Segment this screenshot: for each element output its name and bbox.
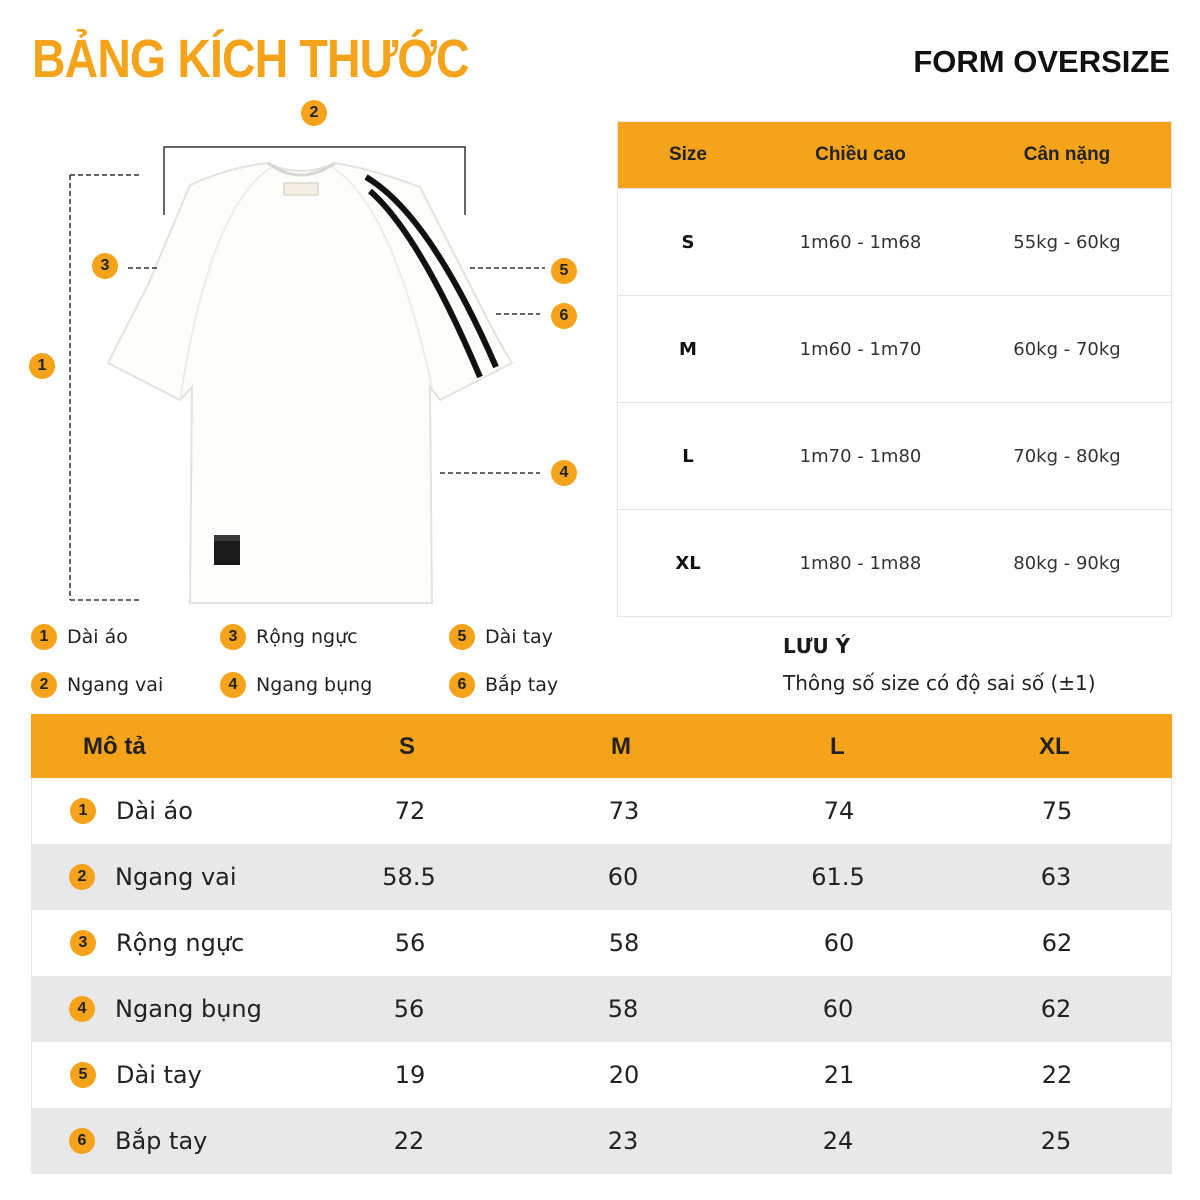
height-cell: 1m60 - 1m70 <box>799 338 922 360</box>
header-weight: Cân nặng <box>1023 144 1111 165</box>
row-description: Dài tay <box>116 1061 202 1089</box>
value-xl: 63 <box>1040 863 1072 891</box>
size-cell: M <box>679 338 697 360</box>
value-xl: 22 <box>1041 1061 1073 1089</box>
measurement-table <box>31 714 1172 1174</box>
legend-label: Dài áo <box>67 626 128 648</box>
row-description: Dài áo <box>116 797 193 825</box>
legend-number: 2 <box>31 672 57 698</box>
row-number: 1 <box>70 798 96 824</box>
size-cell: XL <box>675 552 701 574</box>
value-xl: 75 <box>1041 797 1073 825</box>
row-description: Rộng ngực <box>116 929 245 957</box>
table-row <box>31 844 1172 910</box>
value-s: 56 <box>393 995 425 1023</box>
form-label: FORM OVERSIZE <box>913 44 1170 79</box>
header-s: S <box>399 733 416 760</box>
value-m: 20 <box>608 1061 640 1089</box>
row-description: Ngang bụng <box>115 995 262 1023</box>
table-row <box>31 976 1172 1042</box>
size-row <box>618 188 1171 295</box>
legend-label: Rộng ngực <box>256 626 358 648</box>
value-m: 73 <box>608 797 640 825</box>
note-text: Thông số size có độ sai số (±1) <box>783 671 1096 695</box>
value-xl: 62 <box>1041 929 1073 957</box>
legend-number: 3 <box>220 624 246 650</box>
table-row <box>31 1042 1172 1108</box>
table-row <box>31 1108 1172 1174</box>
weight-cell: 70kg - 80kg <box>1013 445 1121 467</box>
table-row <box>31 910 1172 976</box>
value-l: 60 <box>823 929 855 957</box>
weight-cell: 60kg - 70kg <box>1013 338 1121 360</box>
value-m: 58 <box>607 995 639 1023</box>
size-cell: L <box>682 445 694 467</box>
legend-number: 5 <box>449 624 475 650</box>
shirt-diagram <box>0 95 600 615</box>
legend-item <box>449 672 558 698</box>
value-l: 60 <box>822 995 854 1023</box>
size-row <box>618 509 1171 616</box>
shirt-illustration <box>108 163 512 603</box>
marker-4: 4 <box>551 460 577 486</box>
size-row <box>618 295 1171 402</box>
header-m: M <box>611 733 631 760</box>
legend-item <box>220 672 372 698</box>
legend-number: 1 <box>31 624 57 650</box>
marker-6: 6 <box>551 303 577 329</box>
header-height: Chiều cao <box>815 144 906 165</box>
row-description: Bắp tay <box>115 1127 208 1155</box>
size-table-header <box>618 122 1171 188</box>
size-table <box>617 121 1172 617</box>
height-cell: 1m80 - 1m88 <box>799 552 922 574</box>
legend-item <box>449 624 553 650</box>
legend-label: Dài tay <box>485 626 553 648</box>
row-number: 4 <box>69 996 95 1022</box>
value-m: 60 <box>607 863 639 891</box>
marker-1: 1 <box>29 353 55 379</box>
legend-item <box>220 624 358 650</box>
row-number: 2 <box>69 864 95 890</box>
legend-number: 4 <box>220 672 246 698</box>
weight-cell: 80kg - 90kg <box>1013 552 1121 574</box>
legend-number: 6 <box>449 672 475 698</box>
value-s: 58.5 <box>382 863 436 891</box>
row-number: 5 <box>70 1062 96 1088</box>
value-l: 61.5 <box>811 863 865 891</box>
size-cell: S <box>681 231 695 253</box>
value-l: 21 <box>823 1061 855 1089</box>
value-s: 72 <box>394 797 426 825</box>
marker-5: 5 <box>551 258 577 284</box>
legend-item <box>31 672 163 698</box>
measurement-table-header <box>31 714 1172 778</box>
value-m: 23 <box>607 1127 639 1155</box>
legend-label: Ngang vai <box>67 674 164 696</box>
legend-item <box>31 624 128 650</box>
value-m: 58 <box>608 929 640 957</box>
value-l: 74 <box>823 797 855 825</box>
page-title: BẢNG KÍCH THƯỚC <box>32 29 469 89</box>
note-title: LƯU Ý <box>783 634 851 658</box>
size-row <box>618 402 1171 509</box>
header-description: Mô tả <box>83 733 146 760</box>
header-size: Size <box>668 144 708 165</box>
value-s: 56 <box>394 929 426 957</box>
value-xl: 62 <box>1040 995 1072 1023</box>
header-l: L <box>830 733 845 760</box>
value-s: 22 <box>393 1127 425 1155</box>
weight-cell: 55kg - 60kg <box>1013 231 1121 253</box>
row-number: 6 <box>69 1128 95 1154</box>
row-number: 3 <box>70 930 96 956</box>
row-description: Ngang vai <box>115 863 237 891</box>
value-l: 24 <box>822 1127 854 1155</box>
marker-3: 3 <box>92 253 118 279</box>
height-cell: 1m60 - 1m68 <box>799 231 922 253</box>
table-row <box>31 778 1172 844</box>
value-xl: 25 <box>1040 1127 1072 1155</box>
marker-2: 2 <box>301 100 327 126</box>
header-xl: XL <box>1039 733 1070 760</box>
value-s: 19 <box>394 1061 426 1089</box>
height-cell: 1m70 - 1m80 <box>799 445 922 467</box>
legend-label: Ngang bụng <box>256 674 373 696</box>
legend-label: Bắp tay <box>485 674 559 696</box>
